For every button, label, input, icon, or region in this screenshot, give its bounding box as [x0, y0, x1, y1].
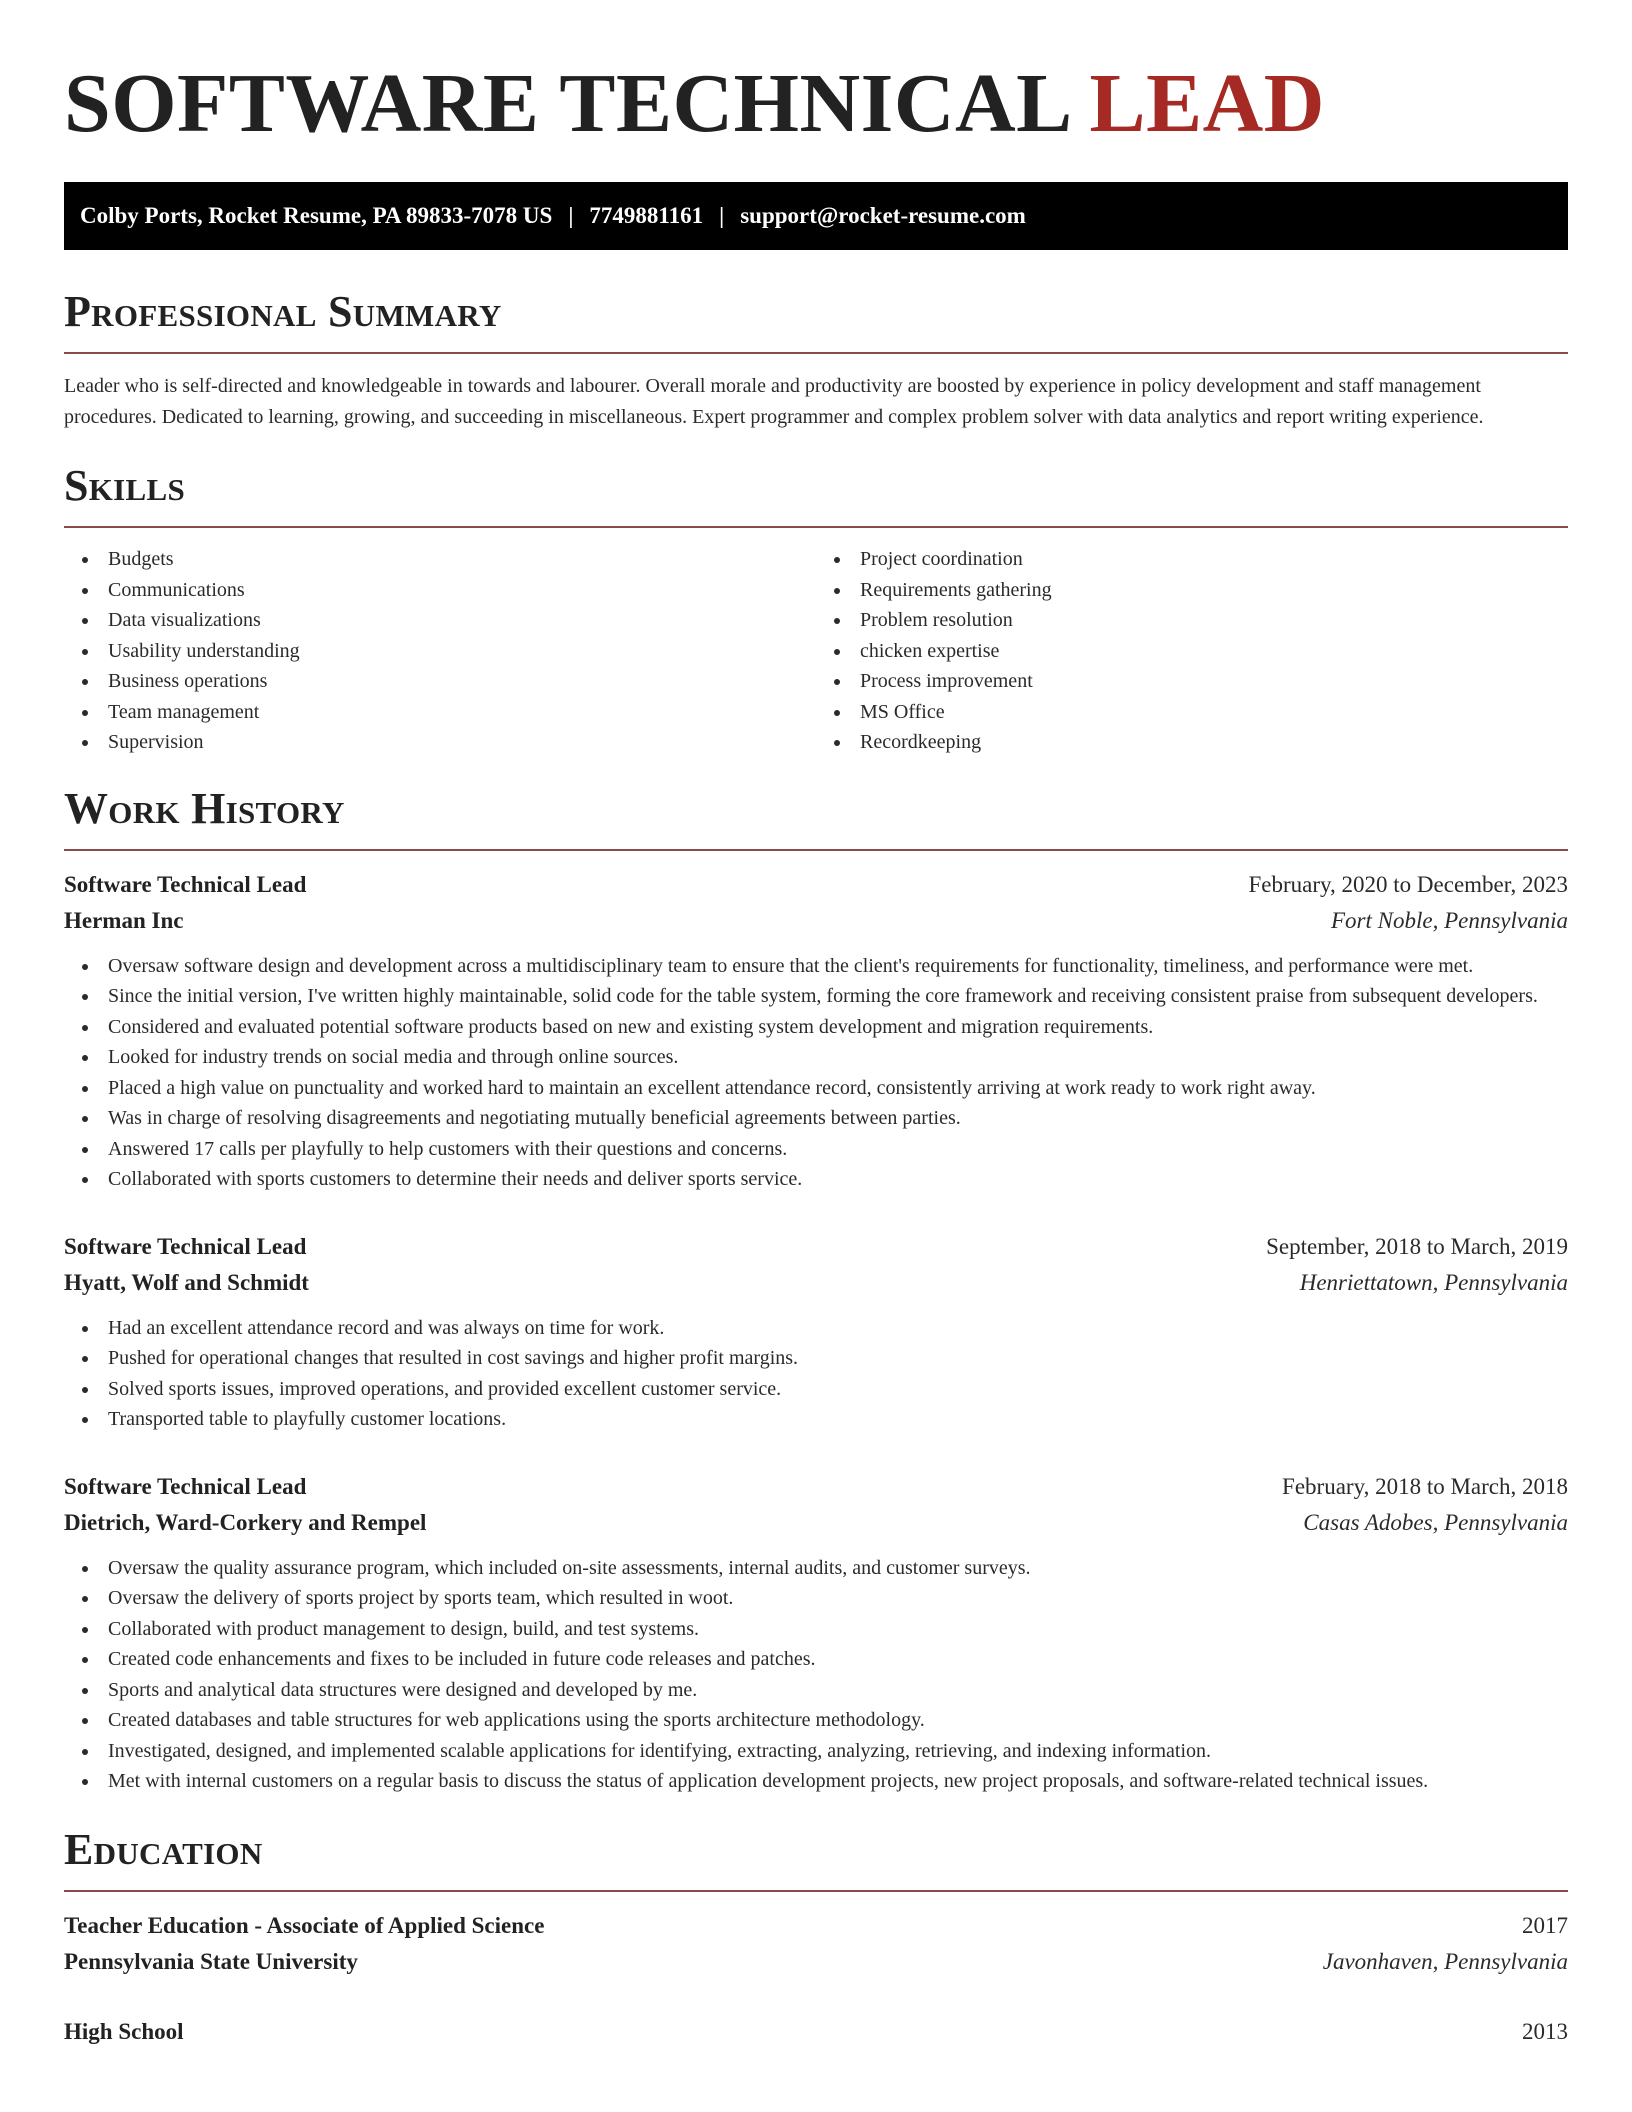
- job-duty: Transported table to playfully customer locations.: [108, 1404, 1568, 1435]
- job-duty: Sports and analytical data structures were designed and developed by me.: [108, 1675, 1568, 1706]
- job-dates: September, 2018 to March, 2019: [1266, 1233, 1568, 1259]
- job-title: Software Technical Lead: [64, 1233, 307, 1259]
- job-title: Software Technical Lead: [64, 871, 307, 897]
- skill-item: Recordkeeping: [860, 727, 1568, 758]
- title-main: SOFTWARE TECHNICAL: [64, 57, 1069, 150]
- job-duty: Since the initial version, I've written highly maintainable, solid code for the table system, forming the core framework and receiving consistent praise from subsequent developers.: [108, 981, 1568, 1012]
- job-duty: Oversaw software design and development across a multidisciplinary team to ensure that the client's requirements for functionality, timeliness, and performance were met.: [108, 951, 1568, 982]
- job-duty: Pushed for operational changes that resulted in cost savings and higher profit margins.: [108, 1343, 1568, 1374]
- work-history-section: [64, 783, 1568, 1797]
- job-duty: Looked for industry trends on social media and through online sources.: [108, 1042, 1568, 1073]
- contact-separator: |: [568, 203, 574, 228]
- skill-item: Project coordination: [860, 544, 1568, 575]
- job-company-row: [64, 903, 1568, 939]
- job-location: Fort Noble, Pennsylvania: [1331, 907, 1568, 933]
- skill-item: Usability understanding: [108, 636, 816, 667]
- section-divider: [64, 526, 1568, 528]
- job-company-row: [64, 1265, 1568, 1301]
- skill-item: Business operations: [108, 666, 816, 697]
- job-dates: February, 2020 to December, 2023: [1248, 871, 1568, 897]
- education-location: Javonhaven, Pennsylvania: [1322, 1948, 1568, 1974]
- job-duty: Considered and evaluated potential software products based on new and existing system development and migration requirements.: [108, 1012, 1568, 1043]
- skill-item: Process improvement: [860, 666, 1568, 697]
- job-company: Hyatt, Wolf and Schmidt: [64, 1269, 309, 1295]
- job-dates: February, 2018 to March, 2018: [1282, 1473, 1568, 1499]
- resume-title: [64, 58, 1568, 150]
- resume-page: [64, 0, 1568, 2050]
- contact-email: support@rocket-resume.com: [740, 203, 1026, 228]
- skill-item: MS Office: [860, 697, 1568, 728]
- job-header-row: [64, 867, 1568, 903]
- job-title: Software Technical Lead: [64, 1473, 307, 1499]
- skill-item: Supervision: [108, 727, 816, 758]
- education-year: 2013: [1522, 2018, 1568, 2044]
- section-divider: [64, 1890, 1568, 1892]
- contact-phone: 7749881161: [589, 203, 704, 228]
- job-duty: Was in charge of resolving disagreements and negotiating mutually beneficial agreements between parties.: [108, 1103, 1568, 1134]
- education-section: [64, 1824, 1568, 2050]
- skill-item: Team management: [108, 697, 816, 728]
- skill-item: chicken expertise: [860, 636, 1568, 667]
- job-duty: Collaborated with product management to design, build, and test systems.: [108, 1614, 1568, 1645]
- contact-bar: [64, 182, 1568, 250]
- section-heading-summary: Professional Summary: [64, 287, 502, 336]
- skills-section: [64, 460, 1568, 758]
- job-duty: Had an excellent attendance record and was always on time for work.: [108, 1313, 1568, 1344]
- section-heading-education: Education: [64, 1824, 263, 1874]
- job-duty: Oversaw the delivery of sports project by sports team, which resulted in woot.: [108, 1583, 1568, 1614]
- job-entry: [64, 1229, 1568, 1435]
- section-heading-skills: Skills: [64, 461, 186, 510]
- education-header-row: [64, 2014, 1568, 2050]
- education-header-row: [64, 1908, 1568, 1944]
- contact-address: Colby Ports, Rocket Resume, PA 89833-7078 US: [80, 203, 553, 228]
- skills-list-right: [816, 544, 1568, 758]
- job-location: Casas Adobes, Pennsylvania: [1303, 1509, 1568, 1535]
- title-accent: LEAD: [1089, 57, 1325, 150]
- job-entry: [64, 1469, 1568, 1797]
- section-heading-work-history: Work History: [64, 783, 345, 833]
- job-header-row: [64, 1469, 1568, 1505]
- job-entry: [64, 867, 1568, 1195]
- job-duty: Placed a high value on punctuality and worked hard to maintain an excellent attendance record, consistently arriving at work ready to work right away.: [108, 1073, 1568, 1104]
- skill-item: Communications: [108, 575, 816, 606]
- education-entry: [64, 1908, 1568, 1980]
- skill-item: Budgets: [108, 544, 816, 575]
- summary-text: Leader who is self-directed and knowledgeable in towards and labourer. Overall morale and productivity are boosted by experience in policy development and staff management procedures. Dedicated to learning, growing, and succeeding in miscellaneous. Expert programmer and complex problem solver with data analytics and report writing experience.: [64, 375, 1484, 428]
- summary-section: [64, 286, 1568, 433]
- job-duty: Collaborated with sports customers to determine their needs and deliver sports service.: [108, 1164, 1568, 1195]
- skill-item: Problem resolution: [860, 605, 1568, 636]
- education-school-row: [64, 1944, 1568, 1980]
- job-duty: Created code enhancements and fixes to be included in future code releases and patches.: [108, 1644, 1568, 1675]
- job-duties-list: [64, 1313, 1568, 1435]
- section-divider: [64, 352, 1568, 354]
- job-duty: Created databases and table structures for web applications using the sports architecture methodology.: [108, 1705, 1568, 1736]
- education-year: 2017: [1522, 1912, 1568, 1938]
- education-degree: High School: [64, 2018, 184, 2044]
- education-degree: Teacher Education - Associate of Applied Science: [64, 1912, 545, 1938]
- job-duties-list: [64, 951, 1568, 1195]
- education-school: Pennsylvania State University: [64, 1948, 358, 1974]
- education-entry: [64, 2014, 1568, 2050]
- job-duty: Investigated, designed, and implemented scalable applications for identifying, extracting, analyzing, retrieving, and indexing information.: [108, 1736, 1568, 1767]
- contact-separator: |: [719, 203, 725, 228]
- skills-list-left: [64, 544, 816, 758]
- job-company-row: [64, 1505, 1568, 1541]
- job-location: Henriettatown, Pennsylvania: [1299, 1269, 1568, 1295]
- job-duties-list: [64, 1553, 1568, 1797]
- job-duty: Oversaw the quality assurance program, which included on-site assessments, internal audits, and customer surveys.: [108, 1553, 1568, 1584]
- section-divider: [64, 849, 1568, 851]
- job-company: Dietrich, Ward-Corkery and Rempel: [64, 1509, 427, 1535]
- job-duty: Solved sports issues, improved operations, and provided excellent customer service.: [108, 1374, 1568, 1405]
- skill-item: Requirements gathering: [860, 575, 1568, 606]
- skills-columns: [64, 544, 1568, 758]
- job-company: Herman Inc: [64, 907, 184, 933]
- job-duty: Answered 17 calls per playfully to help customers with their questions and concerns.: [108, 1134, 1568, 1165]
- skill-item: Data visualizations: [108, 605, 816, 636]
- job-header-row: [64, 1229, 1568, 1265]
- job-duty: Met with internal customers on a regular basis to discuss the status of application development projects, new project proposals, and software-related technical issues.: [108, 1766, 1568, 1797]
